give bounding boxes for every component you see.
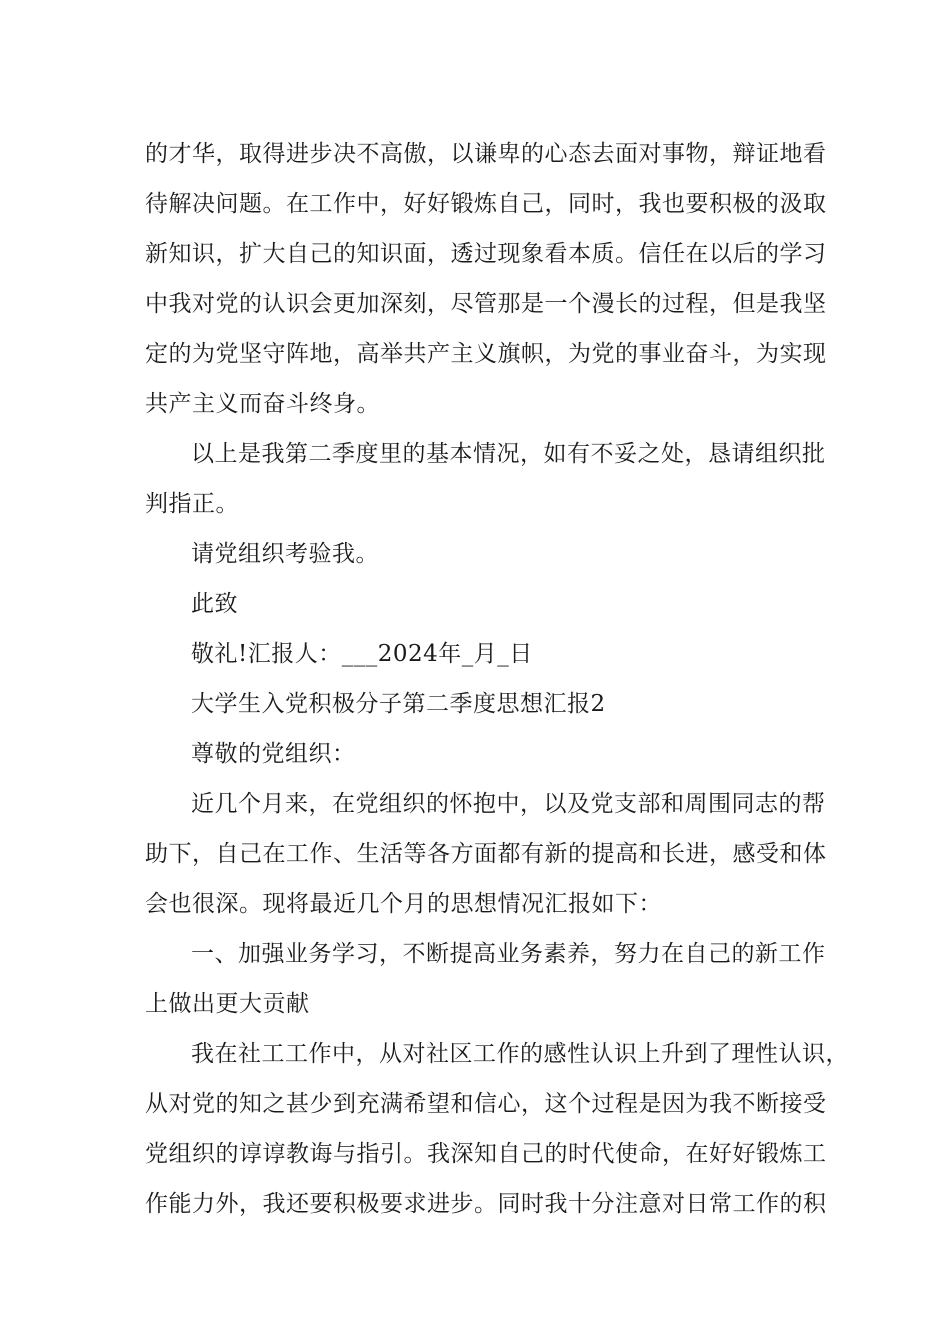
- text-line: 助下，自己在工作、生活等各方面都有新的提高和长进，感受和体: [145, 841, 827, 867]
- text-line: 判指正。: [145, 491, 239, 517]
- text-line: 待解决问题。在工作中，好好锻炼自己，同时，我也要积极的汲取: [145, 191, 827, 217]
- text-line: 的才华，取得进步决不高傲，以谦卑的心态去面对事物，辩证地看: [145, 141, 827, 167]
- text-line: 请党组织考验我。: [191, 541, 379, 567]
- document-page: [145, 129, 849, 1229]
- text-line: 作能力外，我还要积极要求进步。同时我十分注意对日常工作的积: [145, 1191, 827, 1217]
- signature-line: 敬礼!汇报人：___2024年_月_日: [191, 641, 533, 667]
- salutation-line: 此致: [191, 591, 238, 617]
- text-line: 中我对党的认识会更加深刻，尽管那是一个漫长的过程，但是我坚: [145, 291, 827, 317]
- text-line: 共产主义而奋斗终身。: [145, 391, 380, 417]
- text-line: 定的为党坚守阵地，高举共产主义旗帜，为党的事业奋斗，为实现: [145, 341, 827, 367]
- text-line: 从对党的知之甚少到充满希望和信心，这个过程是因为我不断接受: [145, 1091, 827, 1117]
- text-line: 以上是我第二季度里的基本情况，如有不妥之处，恳请组织批: [191, 441, 826, 467]
- greeting-line: 尊敬的党组织：: [191, 741, 356, 767]
- text-line: 上做出更大贡献: [145, 991, 310, 1017]
- text-line: 新知识，扩大自己的知识面，透过现象看本质。信任在以后的学习: [145, 241, 827, 267]
- text-line: 党组织的谆谆教诲与指引。我深知自己的时代使命，在好好锻炼工: [145, 1141, 827, 1167]
- text-line: 近几个月来，在党组织的怀抱中，以及党支部和周围同志的帮: [191, 791, 826, 817]
- text-line: 我在社工工作中，从对社区工作的感性认识上升到了理性认识，: [191, 1041, 849, 1067]
- section-title: 大学生入党积极分子第二季度思想汇报2: [191, 691, 606, 717]
- text-line: 会也很深。现将最近几个月的思想情况汇报如下：: [145, 891, 662, 917]
- text-line: 一、加强业务学习，不断提高业务素养，努力在自己的新工作: [191, 941, 826, 967]
